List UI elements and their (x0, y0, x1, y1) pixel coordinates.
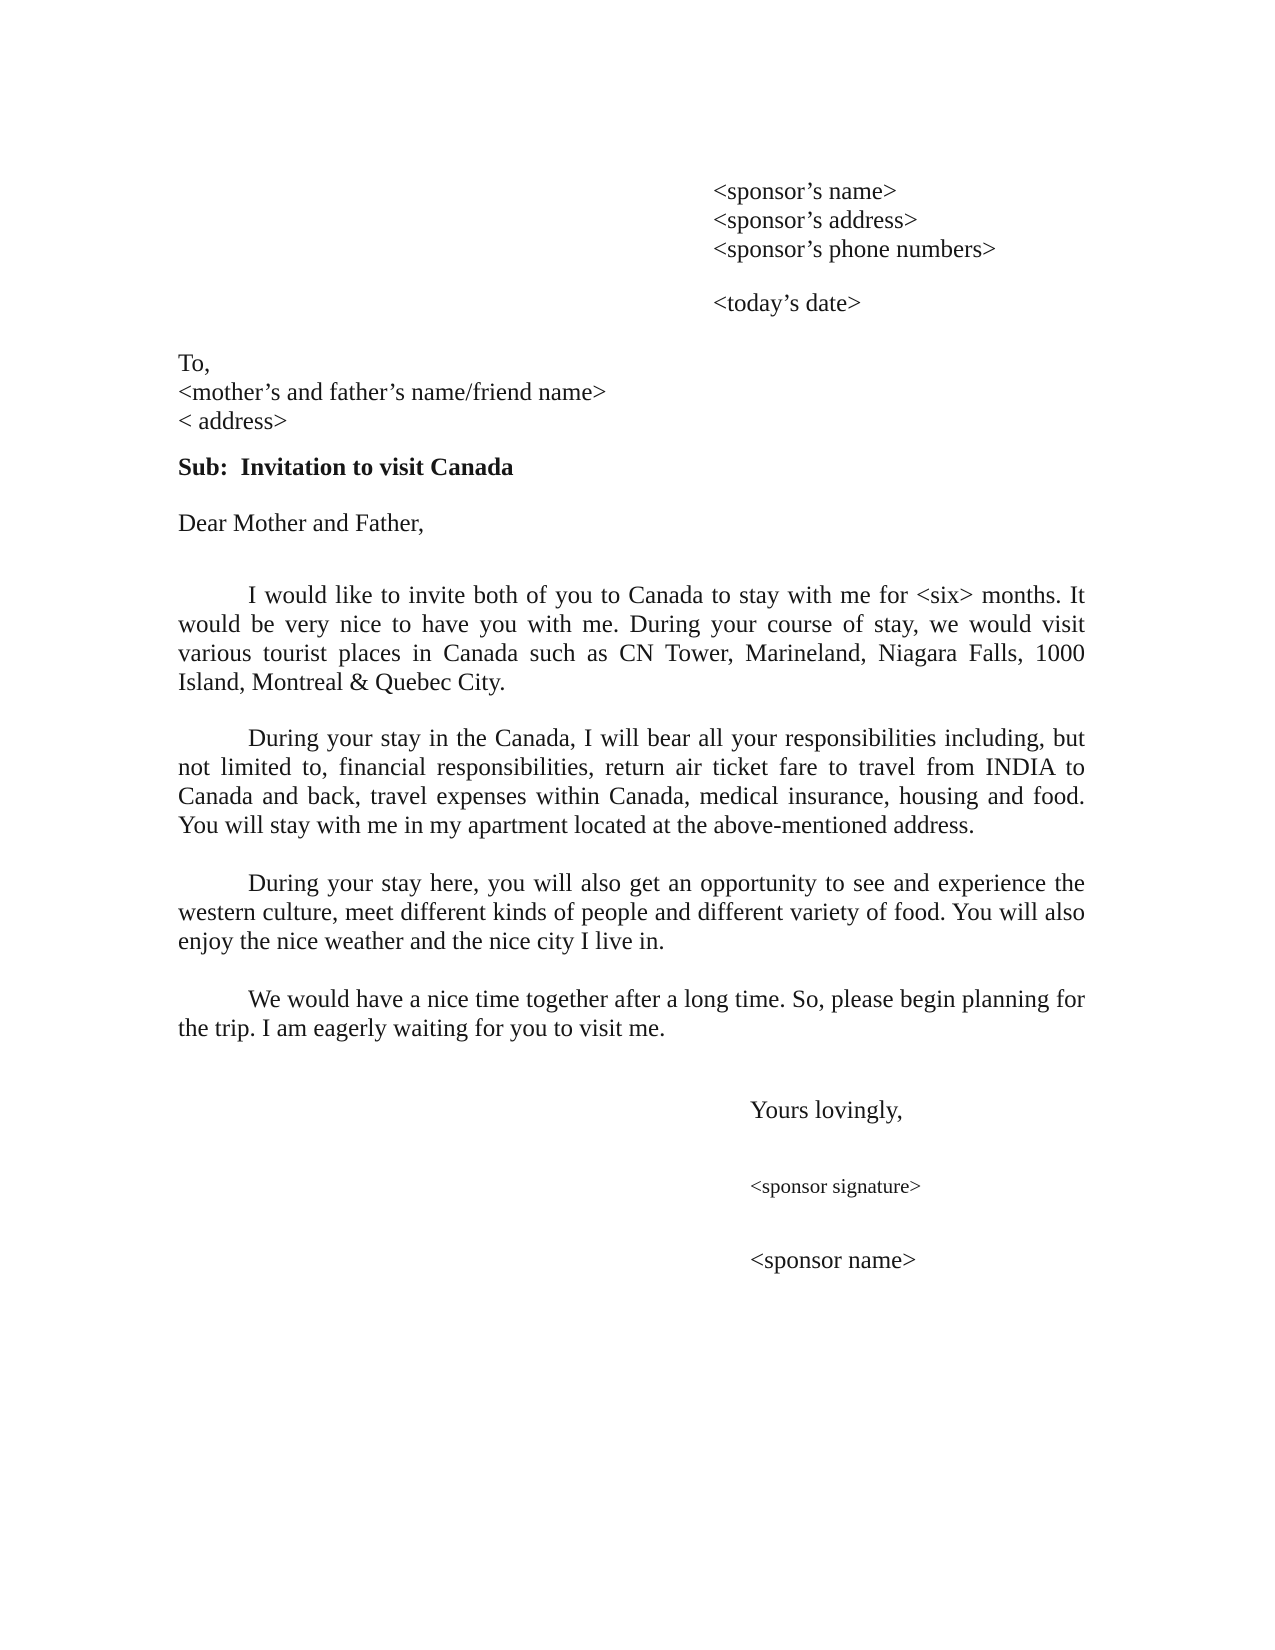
sponsor-phone-placeholder: <sponsor’s phone numbers> (713, 236, 997, 263)
sender-block (713, 177, 1085, 318)
greeting-line: Dear Mother and Father, (178, 510, 425, 537)
recipient-address-placeholder: < address> (178, 408, 288, 435)
paragraph-invitation: I would like to invite both of you to Canada to stay with me for <six> months. It would be very nice to have you with me. During your course of stay, we would visit various tourist places in Canada such as CN Tower, Marineland, Niagara Falls, 1000 Island, Montreal & Quebec City. (178, 582, 1085, 696)
closing-name-placeholder: <sponsor name> (750, 1247, 917, 1274)
letter-content (178, 0, 1085, 1275)
paragraph-responsibilities: During your stay in the Canada, I will bear all your responsibilities including, but not limited to, financial responsibilities, return air ticket fare to travel from INDIA to Canada and back, travel expenses within Canada, medical insurance, housing and food. You will stay with me in my apartment located at the above-mentioned address. (178, 725, 1085, 839)
closing-block (750, 1096, 1085, 1275)
signature-placeholder: <sponsor signature> (750, 1174, 922, 1198)
valediction-line: Yours lovingly, (750, 1097, 903, 1124)
date-placeholder: <today’s date> (713, 290, 862, 317)
recipient-to-label: To, (178, 350, 211, 377)
paragraph-experience: During your stay here, you will also get an opportunity to see and experience the western culture, meet different kinds of people and different variety of food. You will also enjoy the nice weather and the nice city I live in. (178, 870, 1085, 955)
sponsor-address-placeholder: <sponsor’s address> (713, 207, 918, 234)
paragraph-planning: We would have a nice time together after a long time. So, please begin planning for the trip. I am eagerly waiting for you to visit me. (178, 986, 1085, 1042)
subject-line: Sub: Invitation to visit Canada (178, 454, 514, 481)
recipient-block (178, 349, 1085, 436)
sponsor-name-placeholder: <sponsor’s name> (713, 178, 897, 205)
recipient-name-placeholder: <mother’s and father’s name/friend name> (178, 379, 607, 406)
